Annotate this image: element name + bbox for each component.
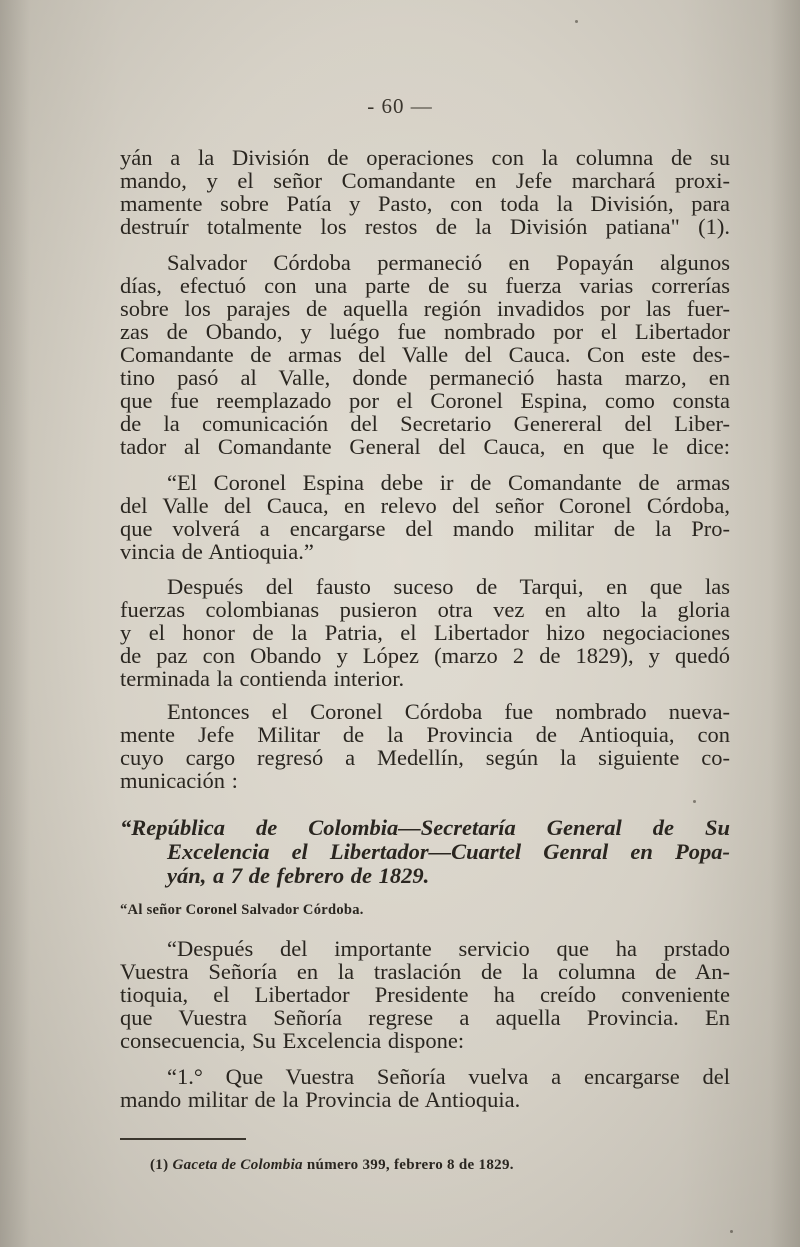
paragraph-1-line-1: yán a la División de operaciones con la columna de su <box>120 145 730 170</box>
paragraph-3-line-3: que volverá a encargarse del mando militar de la Pro- <box>120 516 730 541</box>
paragraph-1-line-2: mando, y el señor Comandante en Jefe marchará proxi- <box>120 168 730 193</box>
letter-heading-line-3: yán, a 7 de febrero de 1829. <box>167 863 430 888</box>
paper-speck <box>693 800 696 803</box>
footnote-rule <box>120 1138 246 1140</box>
paragraph-2-line-8: de la comunicación del Secretario Genereral del Liber- <box>120 411 730 436</box>
paragraph-4-line-5: terminada la contienda interior. <box>120 666 405 691</box>
paragraph-9-line-2: mando militar de la Provincia de Antioquia. <box>120 1087 521 1112</box>
page-number: - 60 — <box>367 94 433 118</box>
paragraph-2-line-6: tino pasó al Valle, donde permaneció hasta marzo, en <box>120 365 730 390</box>
paper-speck <box>730 1230 733 1233</box>
paragraph-8-line-2: Vuestra Señoría en la traslación de la columna de An- <box>120 959 730 984</box>
paragraph-8-line-5: consecuencia, Su Excelencia dispone: <box>120 1028 465 1053</box>
paragraph-2-line-2: días, efectuó con una parte de su fuerza varias correrías <box>120 273 730 298</box>
paragraph-3-line-1: “El Coronel Espina debe ir de Comandante de armas <box>167 470 730 495</box>
paragraph-8-line-4: que Vuestra Señoría regrese a aquella Provincia. En <box>120 1005 730 1030</box>
paragraph-2-line-4: zas de Obando, y luégo fue nombrado por el Libertador <box>120 319 730 344</box>
footnote-marker: (1) <box>150 1157 169 1173</box>
paragraph-1-line-3: mamente sobre Patía y Pasto, con toda la División, para <box>120 191 730 216</box>
paragraph-5-line-1: Entonces el Coronel Córdoba fue nombrado nueva- <box>167 699 730 724</box>
paragraph-3-line-4: vincia de Antioquia.” <box>120 539 314 564</box>
paragraph-8-line-3: tioquia, el Libertador Presidente ha creído conveniente <box>120 982 730 1007</box>
paragraph-5-line-2: mente Jefe Militar de la Provincia de Antioquia, con <box>120 722 730 747</box>
paragraph-3-line-2: del Valle del Cauca, en relevo del señor Coronel Córdoba, <box>120 493 730 518</box>
paragraph-5-line-3: cuyo cargo regresó a Medellín, según la siguiente co- <box>120 745 730 770</box>
paragraph-4-line-1: Después del fausto suceso de Tarqui, en que las <box>167 574 730 599</box>
paragraph-4-line-2: fuerzas colombianas pusieron otra vez en alto la gloria <box>120 597 730 622</box>
paper-speck <box>575 20 578 23</box>
paragraph-1-line-4: destruír totalmente los restos de la División patiana" (1). <box>120 214 730 239</box>
paragraph-9-line-1: “1.° Que Vuestra Señoría vuelva a encargarse del <box>167 1064 730 1089</box>
paragraph-5-line-4: municación : <box>120 768 238 793</box>
paragraph-4-line-4: de paz con Obando y López (marzo 2 de 1829), y quedó <box>120 643 730 668</box>
paragraph-8-line-1: “Después del importante servicio que ha prstado <box>167 936 730 961</box>
footnote-rest: número 399, febrero 8 de 1829. <box>306 1157 514 1173</box>
letter-heading-line-2: Excelencia el Libertador—Cuartel Genral en Popa- <box>167 839 730 864</box>
footnote <box>150 1157 514 1174</box>
paragraph-4-line-3: y el honor de la Patria, el Libertador hizo negociaciones <box>120 620 730 645</box>
paragraph-2-line-1: Salvador Córdoba permaneció en Popayán algunos <box>167 250 730 275</box>
paragraph-2-line-5: Comandante de armas del Valle del Cauca. Con este des- <box>120 342 730 367</box>
letter-addressee: “Al señor Coronel Salvador Córdoba. <box>120 902 364 918</box>
letter-heading-line-1: “República de Colombia—Secretaría General de Su <box>120 815 730 840</box>
footnote-title: Gaceta de Colombia <box>172 1157 303 1173</box>
paragraph-2-line-3: sobre los parajes de aquella región invadidos por las fuer- <box>120 296 730 321</box>
paragraph-2-line-7: que fue reemplazado por el Coronel Espina, como consta <box>120 388 730 413</box>
paragraph-2-line-9: tador al Comandante General del Cauca, en que le dice: <box>120 434 730 459</box>
